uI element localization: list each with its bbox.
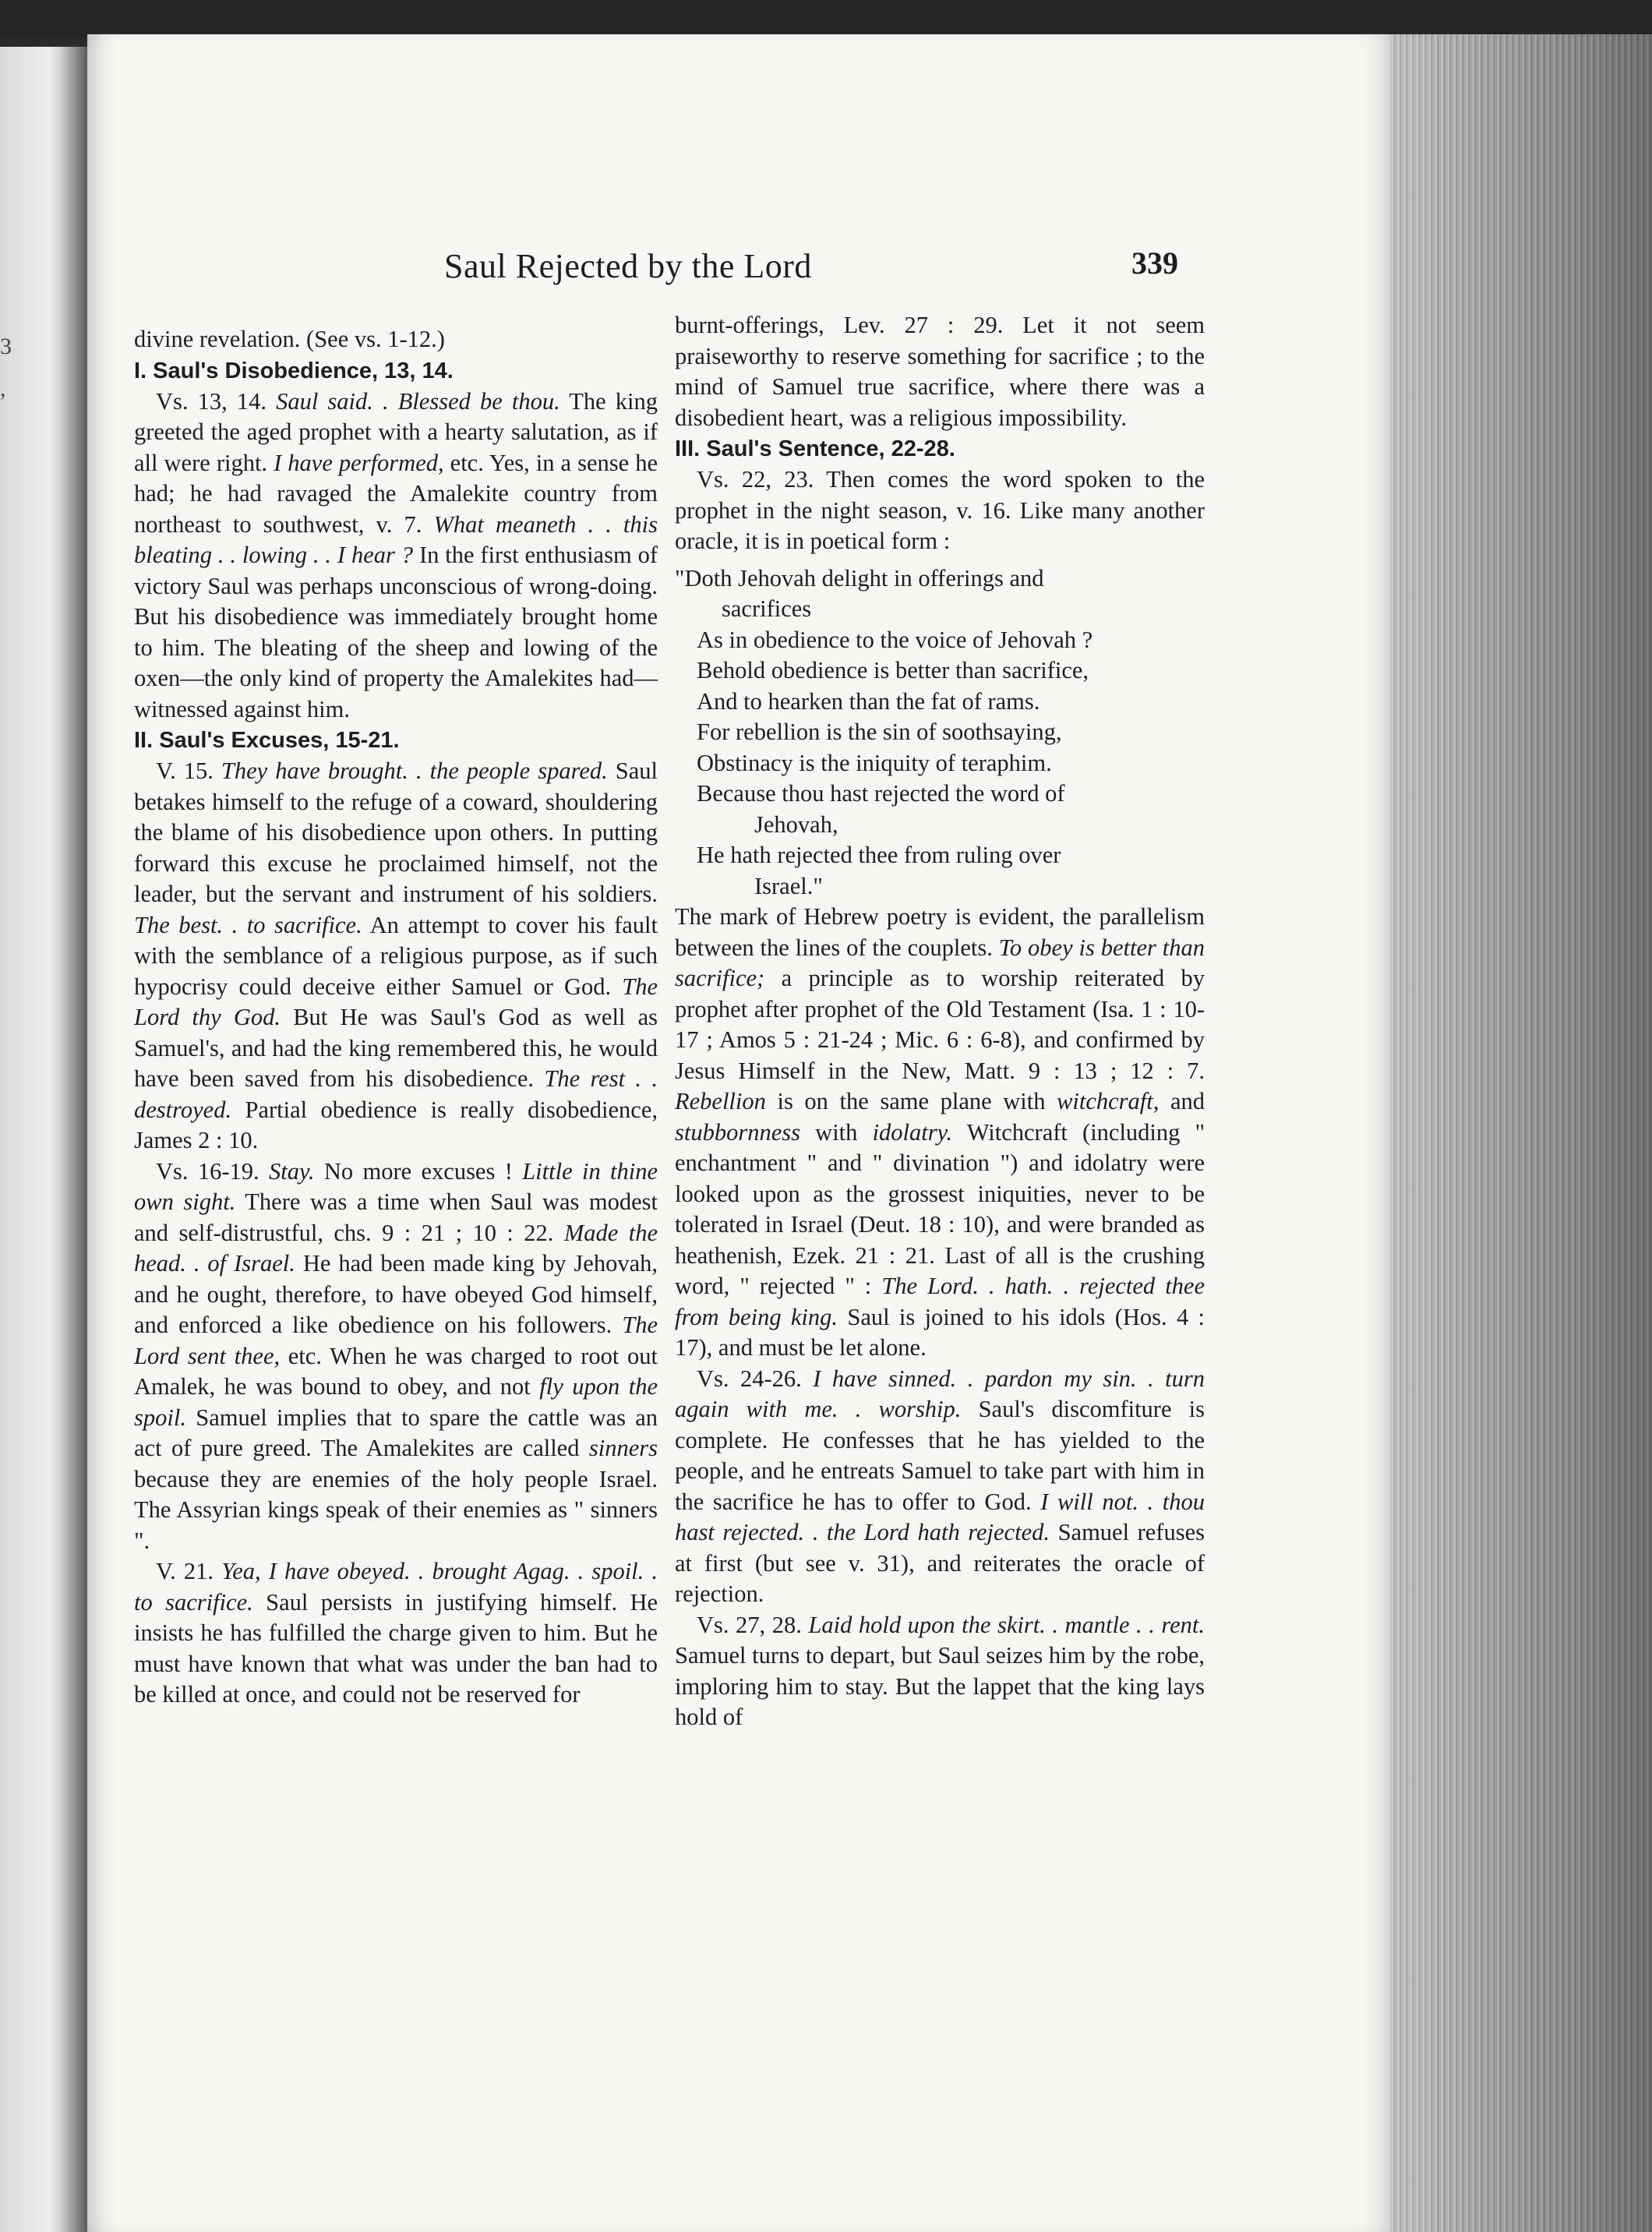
text: There was a time when Saul was modest and self-distrustful, chs. 9 : 21 ; 10 : 22. <box>134 1188 658 1246</box>
text: In the first enthusiasm of victory Saul was perhaps unconscious of wrong-doing. But his disobedience was immediately brought home to him. The bleating of the sheep and lowing of the oxen—the only kind of property the Amalekites had—witnessed against him. <box>134 542 658 722</box>
margin-mark: 3 <box>0 334 12 359</box>
quote: The Lord. . hath. . rejected thee from being king. <box>675 1273 1205 1330</box>
text: Samuel implies that to spare the cattle was an act of pure greed. The Amalekites are called <box>134 1404 658 1461</box>
verse-ref: V. 21. <box>156 1558 214 1584</box>
quote: I have performed, <box>274 449 444 476</box>
paragraph <box>134 756 658 1157</box>
text: Partial obedience is really disobedience, James 2 : 10. <box>134 1096 658 1153</box>
text: Saul is joined to his idols (Hos. 4 : 17), and must be let alone. <box>675 1303 1205 1361</box>
text: a principle as to worship reiterated by prophet after prophet of the Old Testament (Isa. 1 : 10-17 ; Amos 5 : 21-24 ; Mic. 6 : 6-8), and confirmed by Jesus Himself in the New, Matt. 9 : 13 ; 12 : 7. <box>675 965 1205 1084</box>
poem-line: Israel." <box>754 872 823 899</box>
section-heading-sentence: III. Saul's Sentence, 22-28. <box>675 436 955 461</box>
text: Samuel turns to depart, but Saul seizes him by the robe, imploring him to stay. But the lappet that the king lays hold of <box>675 1642 1205 1730</box>
poem-line: Obstinacy is the iniquity of teraphim. <box>697 749 1052 776</box>
text: But He was Saul's God as well as Samuel's, and had the king remembered this, he would have been saved from his disobedience. <box>134 1004 658 1092</box>
quote: Little in thine own sight. <box>134 1157 658 1215</box>
text: Samuel refuses at first (but see v. 31), and reiterates the oracle of rejection. <box>675 1519 1205 1607</box>
page-number: 339 <box>1131 245 1178 281</box>
text: Saul's discomfiture is complete. He confesses that he has yielded to the people, and he entreats Samuel to take part with him in the sacrifice he has to offer to God. <box>675 1396 1205 1515</box>
quote: I will not. . thou hast rejected. . the Lord hath rejected. <box>675 1488 1205 1545</box>
text: Saul betakes himself to the refuge of a coward, shouldering the blame of his disobedience upon others. In putting forward this excuse he proclaimed himself, not the leader, but the servant and instrument of his soldiers. <box>134 758 658 907</box>
verse-ref: Vs. 13, 14. <box>156 387 267 415</box>
quote: The best. . to sacrifice. <box>134 911 362 938</box>
quote: fly upon the spoil. <box>134 1373 658 1431</box>
section-heading-disobedience: I. Saul's Disobedience, 13, 14. <box>134 358 454 383</box>
quote: The Lord sent thee, <box>134 1312 658 1369</box>
paragraph <box>134 1157 658 1557</box>
text: is on the same plane with <box>777 1088 1046 1114</box>
quote: I have sinned. . pardon my sin. . turn again with me. . worship. <box>675 1365 1205 1422</box>
quote: The rest . . destroyed. <box>134 1065 658 1123</box>
poem-block <box>675 563 1205 902</box>
quote: Rebellion <box>675 1088 766 1114</box>
poem-line: "Doth Jehovah delight in offerings and <box>675 564 1044 592</box>
book-gutter <box>61 47 87 2232</box>
page-fore-edge-shade <box>1390 34 1652 2232</box>
text: Witchcraft (including " enchantment " and " divination ") and idolatry were looked upon as the grossest iniquities, never to be tolerated in Israel (Deut. 18 : 10), and were branded as heathenish, Ezek. 21 : 21. Last of all is the crushing word, " rejected " : <box>675 1118 1205 1299</box>
paragraph <box>675 902 1205 1364</box>
poem-line: Because thou hast rejected the word of <box>697 780 1065 807</box>
text: The mark of Hebrew poetry is evident, the parallelism between the lines of the couplets. <box>675 903 1205 961</box>
paragraph <box>675 1610 1205 1733</box>
poem-line: For rebellion is the sin of soothsaying, <box>697 719 1062 745</box>
continued-paragraph: burnt-offerings, Lev. 27 : 29. Let it not seem praiseworthy to reserve something for sacrifice ; to the mind of Samuel true sacrifice, where there was a disobedient heart, was a religious impossibility. <box>675 312 1205 431</box>
quote: idolatry. <box>872 1118 953 1146</box>
margin-mark: , <box>0 376 6 401</box>
section-heading-excuses: II. Saul's Excuses, 15-21. <box>134 728 400 753</box>
paragraph <box>134 1556 658 1711</box>
quote: To obey is better than sacrifice; <box>675 934 1205 991</box>
quote: What meaneth . . this bleating . . lowing . . I hear ? <box>134 510 658 568</box>
text: Saul persists in justifying himself. He insists he has fulfilled the charge given to him. But he must have known that what was under the ban had to be killed at once, and could not be reserved for <box>134 1588 658 1708</box>
verse-ref: Vs. 27, 28. <box>697 1611 802 1638</box>
poem-line: Behold obedience is better than sacrifice, <box>697 657 1089 683</box>
poem-line: Jehovah, <box>754 811 838 838</box>
text: with <box>815 1118 858 1146</box>
quote: Made the head. . of Israel. <box>134 1219 658 1277</box>
intro-line: divine revelation. (See vs. 1-12.) <box>134 326 445 352</box>
text: An attempt to cover his fault with the semblance of a religious purpose, as if such hypocrisy could deceive either Samuel or God. <box>134 911 658 1000</box>
quote: Stay. <box>269 1157 315 1185</box>
text: etc. When he was charged to root out Amalek, he was bound to obey, and not <box>134 1342 658 1400</box>
quote: The Lord thy God. <box>134 973 658 1030</box>
paragraph <box>675 1364 1205 1610</box>
text: The king greeted the aged prophet with a hearty salutation, as if all were right. <box>134 387 658 476</box>
paragraph <box>134 387 658 726</box>
poem-line: As in obedience to the voice of Jehovah ? <box>697 626 1093 653</box>
text: etc. Yes, in a sense he had; he had ravaged the Amalekite country from northeast to southwest, v. 7. <box>134 449 658 538</box>
quote: Saul said. . Blessed be thou. <box>276 387 560 415</box>
text: No more excuses ! <box>323 1157 513 1185</box>
quote: stubbornness <box>675 1118 800 1146</box>
quote: Laid hold upon the skirt. . mantle . . rent. <box>808 1611 1205 1638</box>
verse-ref: Vs. 16-19. <box>156 1157 259 1185</box>
quote: They have brought. . the people spared. <box>221 758 608 784</box>
quote: sinners <box>588 1435 658 1461</box>
poem-line: He hath rejected thee from ruling over <box>697 842 1061 868</box>
text: and <box>1170 1088 1205 1114</box>
quote: witchcraft, <box>1057 1088 1160 1114</box>
verse-ref: V. 15. <box>156 758 214 784</box>
poem-line: And to hearken than the fat of rams. <box>697 687 1040 715</box>
running-title: Saul Rejected by the Lord <box>444 247 812 285</box>
quote: Yea, I have obeyed. . brought Agag. . spoil. . to sacrifice. <box>134 1558 658 1616</box>
left-column <box>134 324 658 1711</box>
text: because they are enemies of the holy people Israel. The Assyrian kings speak of their enemies as " sinners ". <box>134 1465 658 1554</box>
poem-line: sacrifices <box>722 595 812 622</box>
facing-page-margin-marks <box>0 326 12 410</box>
paragraph: Vs. 22, 23. Then comes the word spoken to the prophet in the night season, v. 16. Like many another oracle, it is in poetical form : <box>675 466 1205 554</box>
scan-top-band <box>0 0 1652 37</box>
verse-ref: Vs. 24-26. <box>697 1365 802 1392</box>
text: He had been made king by Jehovah, and he ought, therefore, to have obeyed God himself, and enforced a like obedience on his followers. <box>134 1250 658 1338</box>
right-column <box>675 310 1205 1733</box>
